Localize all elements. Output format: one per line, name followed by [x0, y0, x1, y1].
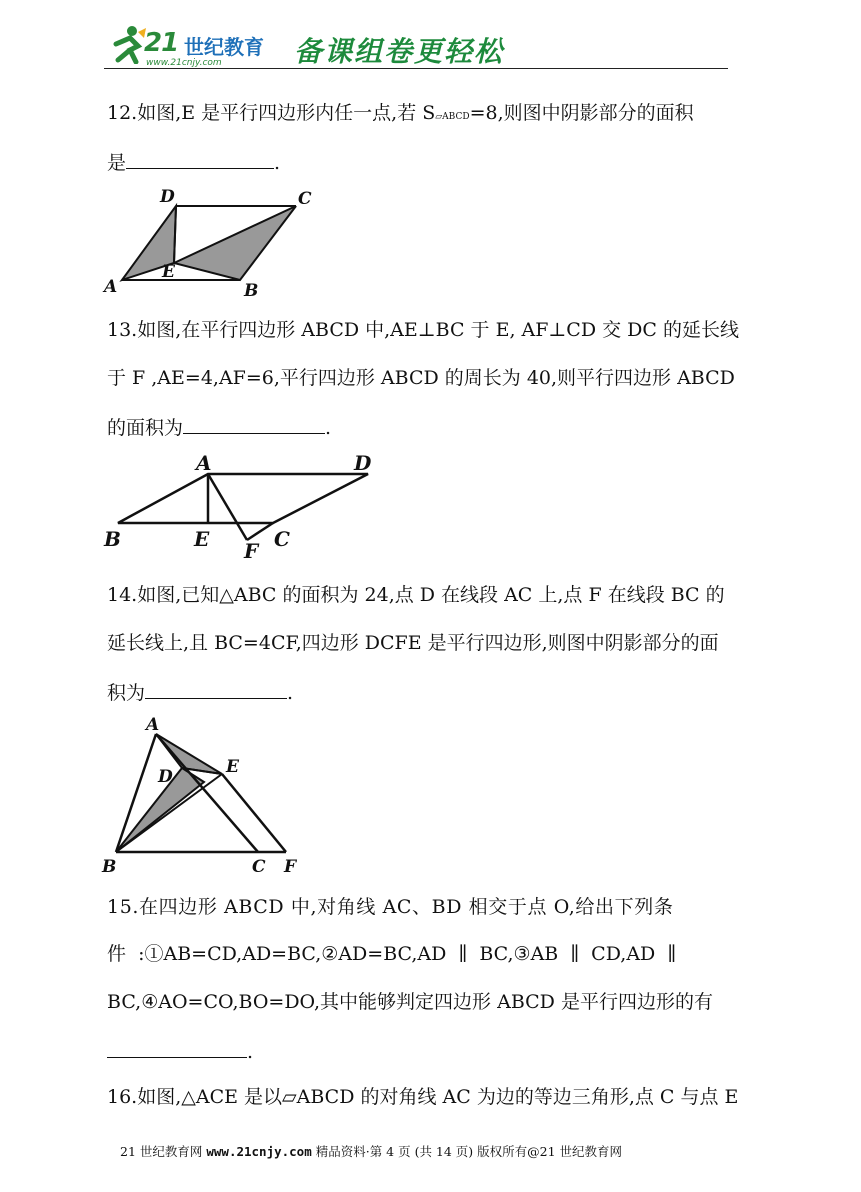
- q14-line2: 延长线上,且 BC=4CF,四边形 DCFE 是平行四边形,则图中阴影部分的面: [107, 632, 719, 654]
- q15-line4: .: [107, 1037, 253, 1064]
- q13-figure: [100, 448, 390, 568]
- q15-line3: BC,④AO=CO,BO=DO,其中能够判定四边形 ABCD 是平行四边形的有: [107, 991, 713, 1013]
- label-e: E: [194, 527, 210, 551]
- q15-line1: 15.在四边形 ABCD 中,对角线 AC、BD 相交于点 O,给出下列条: [107, 896, 674, 918]
- header-slogan: 备课组卷更轻松: [294, 35, 505, 68]
- logo-number: 21: [144, 28, 179, 58]
- q14-line3: 积为 .: [107, 678, 293, 705]
- q13-line3: 的面积为 .: [107, 413, 331, 440]
- page-header: [104, 22, 728, 74]
- q12-figure: [100, 182, 330, 302]
- header-rule: [104, 68, 728, 69]
- page-footer: [120, 1142, 622, 1160]
- label-a: A: [146, 715, 160, 735]
- footer-right: 版权所有@21 世纪教育网: [477, 1144, 623, 1159]
- q12-line1: 12.如图,E 是平行四边形内任一点,若 S▱ABCD=8,则图中阴影部分的面积: [107, 102, 694, 124]
- q13-line1: 13.如图,在平行四边形 ABCD 中,AE⊥BC 于 E, AF⊥CD 交 DC 的延长线: [107, 319, 739, 341]
- q16-line1: 16.如图,△ACE 是以▱ABCD 的对角线 AC 为边的等边三角形,点 C 与点 E: [107, 1086, 739, 1108]
- label-a: A: [104, 277, 118, 297]
- label-e: E: [162, 262, 175, 282]
- label-c: C: [298, 189, 312, 209]
- q13-line2: 于 F ,AE=4,AF=6,平行四边形 ABCD 的周长为 40,则平行四边形 ABCD: [107, 367, 735, 389]
- runner-logo-icon: [108, 24, 148, 64]
- q14-answer-blank[interactable]: [145, 678, 287, 699]
- q14-line1: 14.如图,已知△ABC 的面积为 24,点 D 在线段 AC 上,点 F 在线段 BC 的: [107, 584, 725, 606]
- label-b: B: [102, 857, 117, 877]
- q12-line2: 是 .: [107, 148, 280, 175]
- label-b: B: [104, 527, 121, 551]
- q15-line2: 件 :①AB=CD,AD=BC,②AD=BC,AD ∥ BC,③AB ∥ CD,AD ∥: [107, 943, 677, 965]
- label-a: A: [196, 451, 212, 475]
- label-d: D: [158, 767, 173, 787]
- label-c: C: [252, 857, 266, 877]
- q15-answer-blank[interactable]: [107, 1037, 247, 1058]
- footer-middle: 精品资料·第 4 页 (共 14 页): [315, 1144, 474, 1159]
- label-f: F: [244, 539, 259, 563]
- q12-answer-blank[interactable]: [126, 148, 274, 169]
- logo-text: 世纪教育: [184, 35, 264, 59]
- label-b: B: [244, 281, 259, 301]
- logo-url: www.21cnjy.com: [146, 58, 222, 68]
- footer-left: 21 世纪教育网: [120, 1144, 203, 1159]
- label-f: F: [284, 857, 297, 877]
- label-c: C: [274, 527, 290, 551]
- q13-answer-blank[interactable]: [183, 413, 325, 434]
- label-e: E: [226, 757, 239, 777]
- footer-site[interactable]: www.21cnjy.com: [206, 1144, 312, 1159]
- q14-figure: [100, 712, 320, 882]
- label-d: D: [354, 451, 372, 475]
- label-d: D: [160, 187, 175, 207]
